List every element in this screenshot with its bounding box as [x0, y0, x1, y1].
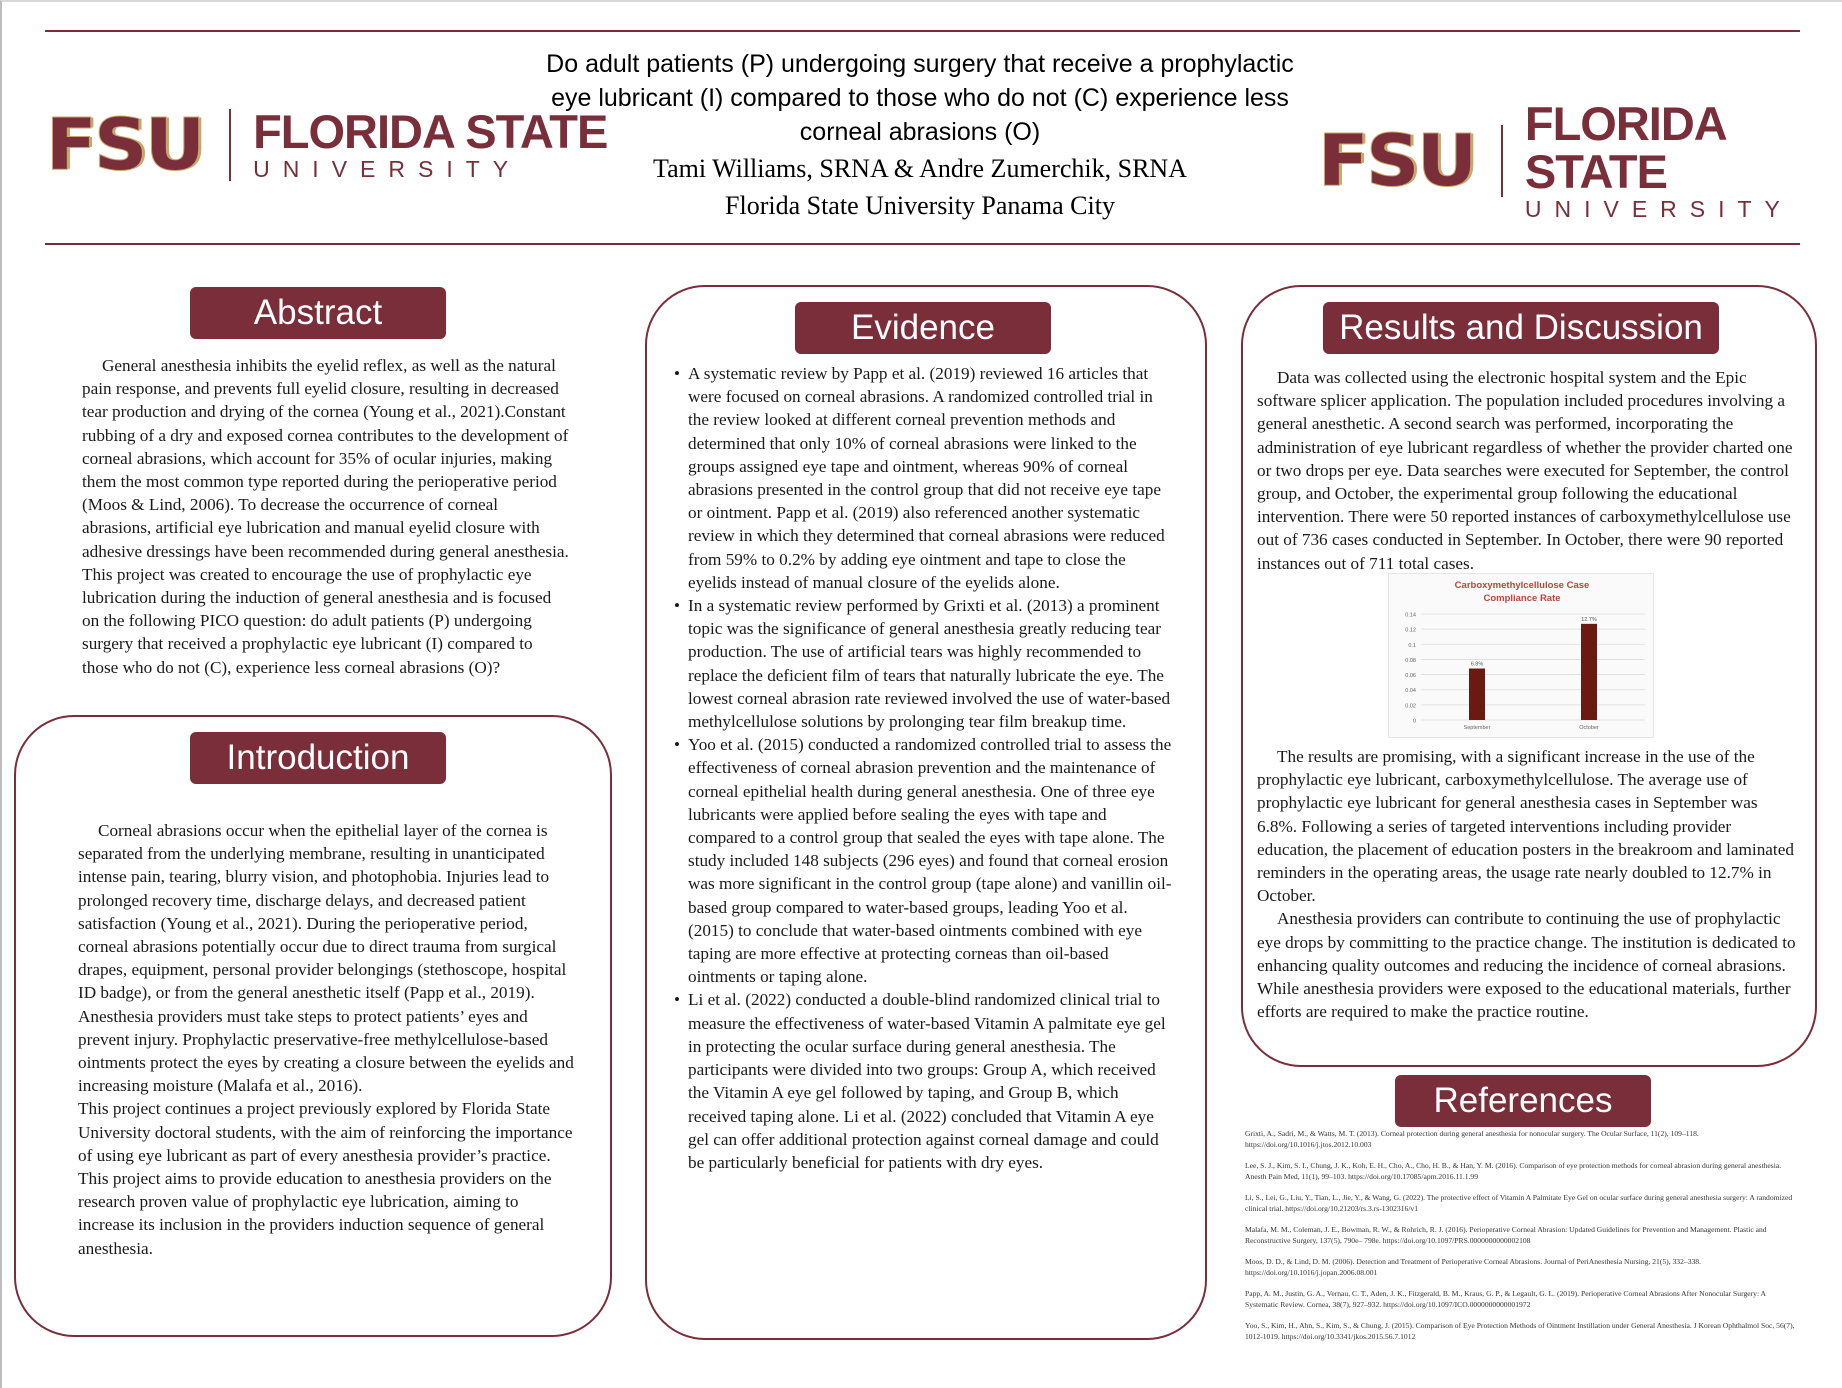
evidence-heading: Evidence [795, 302, 1051, 354]
chart-y-tick-label: 0.1 [1408, 642, 1416, 649]
chart-grid [1405, 613, 1645, 725]
authors: Tami Williams, SRNA & Andre Zumerchik, SRNA [653, 154, 1187, 183]
results-paragraph: Anesthesia providers can contribute to continuing the use of prophylactic eye drops by committing to the practice change. The institution is dedicated to enhancing quality outcomes and reducing the incidence of corneal abrasions. While anesthesia providers were exposed to the educational materials, further efforts are required to make the practice routine. [1257, 909, 1796, 1022]
header-bottom-rule [45, 243, 1800, 245]
introduction-heading: Introduction [190, 732, 446, 784]
chart-x-tick-label: October [1579, 725, 1599, 731]
reference-item: Yoo, S., Kim, H., Ahn, S., Kim, S., & Chung, J. (2015). Comparison of Eye Protection Methods of Ointment Instillation under General Anesthesia. J Korean Ophthalmol Soc, 56(7), 1012-1019. https://doi.org/10.3341/jkos.2015.56.7.1012 [1245, 1321, 1795, 1341]
results-heading: Results and Discussion [1323, 302, 1719, 354]
evidence-item: • Yoo et al. (2015) conducted a randomized controlled trial to assess the effectiveness of corneal abrasion prevention and the maintenance of corneal epithelial health during general anesthesia. One of three eye lubricants were applied before sealing the eyes with tape and compared to a control group that sealed the eyes with tape alone. The study included 148 subjects (296 eyes) and found that corneal erosion was more significant in the control group (tape alone) and vanillin oil-based group compared to water-based groups, leading Yoo et al. (2015) to conclude that water-based ointments combined with eye taping are more effective at protecting corneas than oil-based ointments or taping alone. [674, 733, 1174, 988]
fsu-logo-right [1318, 97, 1842, 222]
institution: Florida State University Panama City [725, 191, 1115, 220]
reference-item: Li, S., Lei, G., Liu, Y., Tian, L., Jie, Y., & Wang, G. (2022). The protective effect of Vitamin A Palmitate Eye Gel on ocular surface during general anesthesia surgery: A randomized clinical trial. https://doi.org/10.21203/rs.3.rs-1302316/v1 [1245, 1193, 1793, 1213]
chart-bars [1464, 617, 1599, 731]
chart-data-label: 12.7% [1581, 616, 1597, 623]
results-text-bottom [1257, 745, 1797, 1023]
chart-y-tick-label: 0.04 [1405, 688, 1416, 695]
evidence-list [674, 362, 1174, 1174]
chart-bar [1581, 624, 1597, 720]
chart-title-line1: Carboxymethylcellulose Case [1454, 580, 1590, 591]
reference-item: Malafa, M. M., Coleman, J. E., Bowman, R. W., & Rohrich, R. J. (2016). Perioperative Corneal Abrasion: Updated Guidelines for Prevention and Management. Plastic and Reconstructive Surgery, 137(5), 790e– 798e. https://doi.org/10.1097/PRS.0000000000002108 [1245, 1225, 1767, 1245]
results-paragraph: The results are promising, with a significant increase in the use of the prophylactic eye lubricant, carboxymethylcellulose. The average use of prophylactic eye lubricant for general anesthesia cases in September was 6.8%. Following a series of targeted interventions including provider education, the placement of education posters in the breakroom and laminated reminders in the operating areas, the usage rate nearly doubled to 12.7% in October. [1257, 747, 1794, 906]
chart-x-tick-label: September [1463, 725, 1491, 731]
chart-y-tick-label: 0.06 [1405, 673, 1416, 680]
logo-name-line1: FLORIDA STATE [1524, 97, 1725, 198]
reference-item: Papp, A. M., Justin, G. A., Vernau, C. T., Aden, J. K., Fitzgerald, B. M., Kraus, G. P., & Legault, G. L. (2019). Perioperative Corneal Abrasions After Nonocular Surgery: A Systematic Review. Cornea, 38(7), 927–932. https://doi.org/10.1097/ICO.0000000000001972 [1245, 1289, 1766, 1309]
chart-y-tick-label: 0.02 [1405, 703, 1416, 710]
evidence-item: • A systematic review by Papp et al. (2019) reviewed 16 articles that were focused on corneal abrasions. A randomized controlled trial in the review looked at different corneal prevention methods and determined that only 10% of corneal abrasions were linked to the groups assigned eye tape and ointment, whereas 90% of corneal abrasions presented in the control group that did not receive eye tape or ointment. Papp et al. (2019) also referenced another systematic review in which they determined that corneal abrasions were reduced from 59% to 0.2% by adding eye ointment and tape to close the eyelids instead of manual closure of the eyelids alone. [674, 362, 1174, 594]
fsu-logo-mark: FSU [46, 104, 203, 186]
evidence-item: • In a systematic review performed by Grixti et al. (2013) a prominent topic was the significance of general anesthesia greatly reducing tear production. The use of artificial tears was highly recommended to replace the deficient film of tears that naturally lubricate the eye. The lowest corneal abrasion rate reviewed involved the use of water-based methylcellulose solutions by prolonging tear film breakup time. [674, 594, 1174, 733]
header-top-rule [45, 30, 1800, 32]
references-heading: References [1395, 1075, 1651, 1127]
references-list [1245, 1128, 1795, 1352]
chart-y-tick-label: 0.14 [1405, 612, 1416, 619]
logo-name-line2: UNIVERSITY [253, 156, 522, 182]
results-text-top [1257, 366, 1797, 575]
fsu-logo-mark: FSU [1318, 120, 1475, 202]
logo-name-line1: FLORIDA STATE [253, 105, 608, 158]
introduction-text [78, 819, 578, 1260]
chart-data-label: 6.8% [1470, 661, 1484, 668]
introduction-paragraph: This project continues a project previously explored by Florida State University doctoral students, with the aim of reinforcing the importance of using eye lubricant as part of every anesthesia provider’s practice. This project aims to provide education to anesthesia providers on the research proven value of prophylactic eye lubrication, aiming to increase its inclusion in the providers induction sequence of general anesthesia. [78, 1099, 573, 1258]
reference-item: Moos, D. D., & Lind, D. M. (2006). Detection and Treatment of Perioperative Corneal Abrasions. Journal of PeriAnesthesia Nursing, 21(5), 332–338. https://doi.org/10.1016/j.jopan.2006.08.001 [1245, 1257, 1701, 1277]
chart-title-line2: Compliance Rate [1483, 593, 1561, 604]
results-paragraph: Data was collected using the electronic hospital system and the Epic software splicer application. The population included procedures involving a general anesthetic. A second search was performed, incorporating the administration of eye lubricant regardless of whether the provider charted one or two drops per eye. Data searches were executed for September, the control group, and October, the experimental group following the educational intervention. There were 50 reported instances of carboxymethylcellulose use out of 736 cases conducted in September. In October, there were 90 reported instances out of 711 total cases. [1257, 368, 1793, 573]
chart-y-tick-label: 0.12 [1405, 627, 1416, 634]
logo-divider [229, 109, 231, 181]
pico-question-line3: corneal abrasions (O) [799, 118, 1041, 146]
pico-question-line1: Do adult patients (P) undergoing surgery that receive a prophylactic [546, 50, 1294, 78]
chart-y-tick-label: 0.08 [1405, 657, 1416, 664]
introduction-paragraph: Corneal abrasions occur when the epithelial layer of the cornea is separated from the underlying membrane, resulting in unanticipated intense pain, tearing, blurry vision, and photophobia. Injuries lead to prolonged recovery time, discharge delays, and decreased patient satisfaction (Young et al., 2021). During the perioperative period, corneal abrasions potentially occur due to direct trauma from surgical drapes, equipment, personal provider belongings (stethoscope, hospital ID badge), or from the general anesthetic itself (Papp et al., 2019). Anesthesia providers must take steps to protect patients’ eyes and prevent injury. Prophylactic preservative-free methylcellulose-based ointments protect the eyes by creating a closure between the eyelids and increasing moisture (Malafa et al., 2016). [78, 821, 574, 1096]
abstract-text: General anesthesia inhibits the eyelid reflex, as well as the natural pain response, and prevents full eyelid closure, resulting in decreased tear production and drying of the cornea (Young et al., 2021).Constant rubbing of a dry and exposed cornea contributes to the development of corneal abrasions, which account for 35% of ocular injuries, making them the most common type reported during the perioperative period (Moos & Lind, 2006). To decrease the occurrence of corneal abrasions, artificial eye lubrication and manual eyelid closure with adhesive dressings have been recommended during general anesthesia. This project was created to encourage the use of prophylactic eye lubrication during the induction of general anesthesia and is focused on the following PICO question: do adult patients (P) undergoing surgery that received a prophylactic eye lubricant (I) compared to those who do not (C), experience less corneal abrasions (O)? [82, 356, 569, 677]
chart-y-tick-label: 0 [1412, 718, 1416, 725]
logo-divider [1501, 125, 1503, 197]
compliance-rate-chart [1388, 573, 1654, 738]
logo-name-line2: UNIVERSITY [1524, 196, 1793, 222]
evidence-item: • Li et al. (2022) conducted a double-blind randomized clinical trial to measure the effectiveness of water-based Vitamin A palmitate eye gel in protecting the ocular surface during general anesthesia. The participants were divided into two groups: Group A, which received the Vitamin A eye gel followed by taping, and Group B, which received taping alone. Li et al. (2022) concluded that Vitamin A eye gel can offer additional protection against corneal damage and could be particularly beneficial for patients with dry eyes. [674, 988, 1174, 1174]
logo-wordmark [1524, 97, 1842, 222]
reference-item: Grixti, A., Sadri, M., & Watts, M. T. (2013). Corneal protection during general anesthesia for nonocular surgery. The Ocular Surface, 11(2), 109–118. https://doi.org/10.1016/j.jtos.2012.10.003 [1245, 1129, 1699, 1149]
chart-canvas [1389, 574, 1655, 739]
poster-title-block [490, 47, 1350, 223]
pico-question-line2: eye lubricant (I) compared to those who do not (C) experience less [551, 84, 1289, 112]
chart-bar [1469, 669, 1485, 720]
abstract-heading: Abstract [190, 287, 446, 339]
reference-item: Lee, S. J., Kim, S. I., Chung, J. K., Koh, E. H., Cho, A., Cho, H. B., & Han, Y. M. (2016). Comparison of eye protection methods for corneal abrasion during general anesthesia. Anesth Pain Med, 11(1), 99–103. https://doi.org/10.17085/apm.2016.11.1.99 [1245, 1161, 1782, 1181]
